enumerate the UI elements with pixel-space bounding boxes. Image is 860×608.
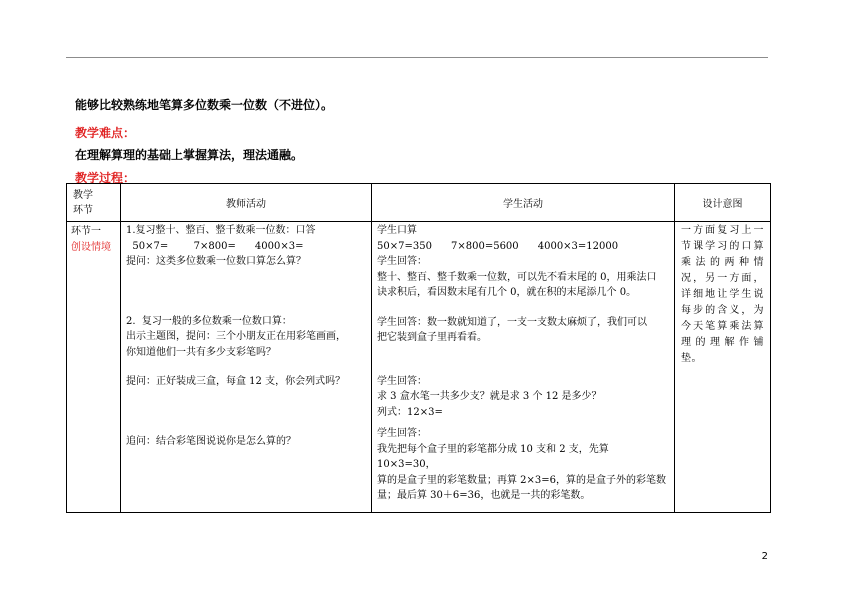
student-line: 求 3 盒水笔一共多少支？就是求 3 个 12 是多少？ <box>377 391 602 402</box>
spacer <box>377 346 669 374</box>
student-line: 学生口算 <box>377 225 417 236</box>
student-line: 学生回答： <box>377 428 427 439</box>
spacer <box>126 390 366 434</box>
design-intent-cell: 一方面复习上一节课学习的口算乘法的两种情况，另一方面，详细地让学生说每步的含义，为今天笔算乘法算理的理解作铺垫。 <box>675 222 771 513</box>
stage-name: 创设情境 <box>71 241 111 253</box>
stage-cell <box>67 222 121 513</box>
lesson-process-table <box>66 183 771 513</box>
student-line: 学生回答： <box>377 256 427 267</box>
student-line: 学生回答：数一数就知道了，一支一支数太麻烦了，我们可以 <box>377 316 647 328</box>
teacher-line: 50×7= 7×800= 4000×3= <box>126 240 304 252</box>
student-line: 列式：12×3= <box>377 406 443 418</box>
spacer <box>377 301 669 315</box>
spacer <box>126 360 366 374</box>
teacher-line: 追问：结合彩笔图说说你是怎么算的？ <box>126 435 296 447</box>
difficulty-text: 在理解算理的基础上掌握算法，理法通融。 <box>75 148 304 162</box>
student-line: 把它装到盒子里再看看。 <box>377 332 487 343</box>
student-line: 诀求积后，看因数末尾有几个 0，就在积的末尾添几个 0。 <box>377 287 637 298</box>
header-stage-line2: 环节 <box>73 204 93 216</box>
teacher-line: 2. 复习一般的多位数乘一位数口算： <box>126 315 292 327</box>
student-line: 算的是盒子里的彩笔数量；再算 2×3=6，算的是盒子外的彩笔数 <box>377 474 667 486</box>
header-design: 设计意图 <box>675 184 771 222</box>
table-row <box>67 222 771 513</box>
teacher-line: 1.复习整十、整百、整千数乘一位数：口答 <box>126 225 316 236</box>
teacher-line: 你知道他们一共有多少支彩笔吗？ <box>126 346 276 358</box>
difficulty-label: 教学难点： <box>75 126 136 140</box>
teacher-line: 提问：这类多位数乘一位数口算怎么算？ <box>126 256 306 267</box>
header-teacher: 教师活动 <box>121 184 372 222</box>
teacher-activity-cell <box>121 222 372 513</box>
student-line: 学生回答： <box>377 375 427 387</box>
teaching-goal-line: 能够比较熟练地笔算多位数乘一位数（不进位）。 <box>75 98 334 112</box>
stage-number: 环节一 <box>71 226 101 237</box>
student-line: 我先把每个盒子里的彩笔都分成 10 支和 2 支，先算 10×3=30， <box>377 443 612 470</box>
header-stage <box>67 184 121 222</box>
teacher-line: 提问：正好装成三盒，每盒 12 支，你会列式吗？ <box>126 376 346 387</box>
process-label: 教学过程： <box>75 171 136 185</box>
student-activity-cell <box>372 222 675 513</box>
header-stage-line1: 教学 <box>73 189 93 201</box>
header-rule <box>66 57 768 58</box>
student-line: 量；最后算 30＋6=36，也就是一共的彩笔数。 <box>377 490 591 501</box>
teacher-line: 出示主题图，提问：三个小朋友正在用彩笔画画， <box>126 331 346 342</box>
header-student: 学生活动 <box>372 184 675 222</box>
spacer <box>126 270 366 314</box>
student-line: 50×7=350 7×800=5600 4000×3=12000 <box>377 240 619 252</box>
student-line: 整十、整百、整千数乘一位数，可以先不看末尾的 0，用乘法口 <box>377 271 657 283</box>
table-header-row <box>67 184 771 222</box>
page-number: 2 <box>761 551 768 562</box>
